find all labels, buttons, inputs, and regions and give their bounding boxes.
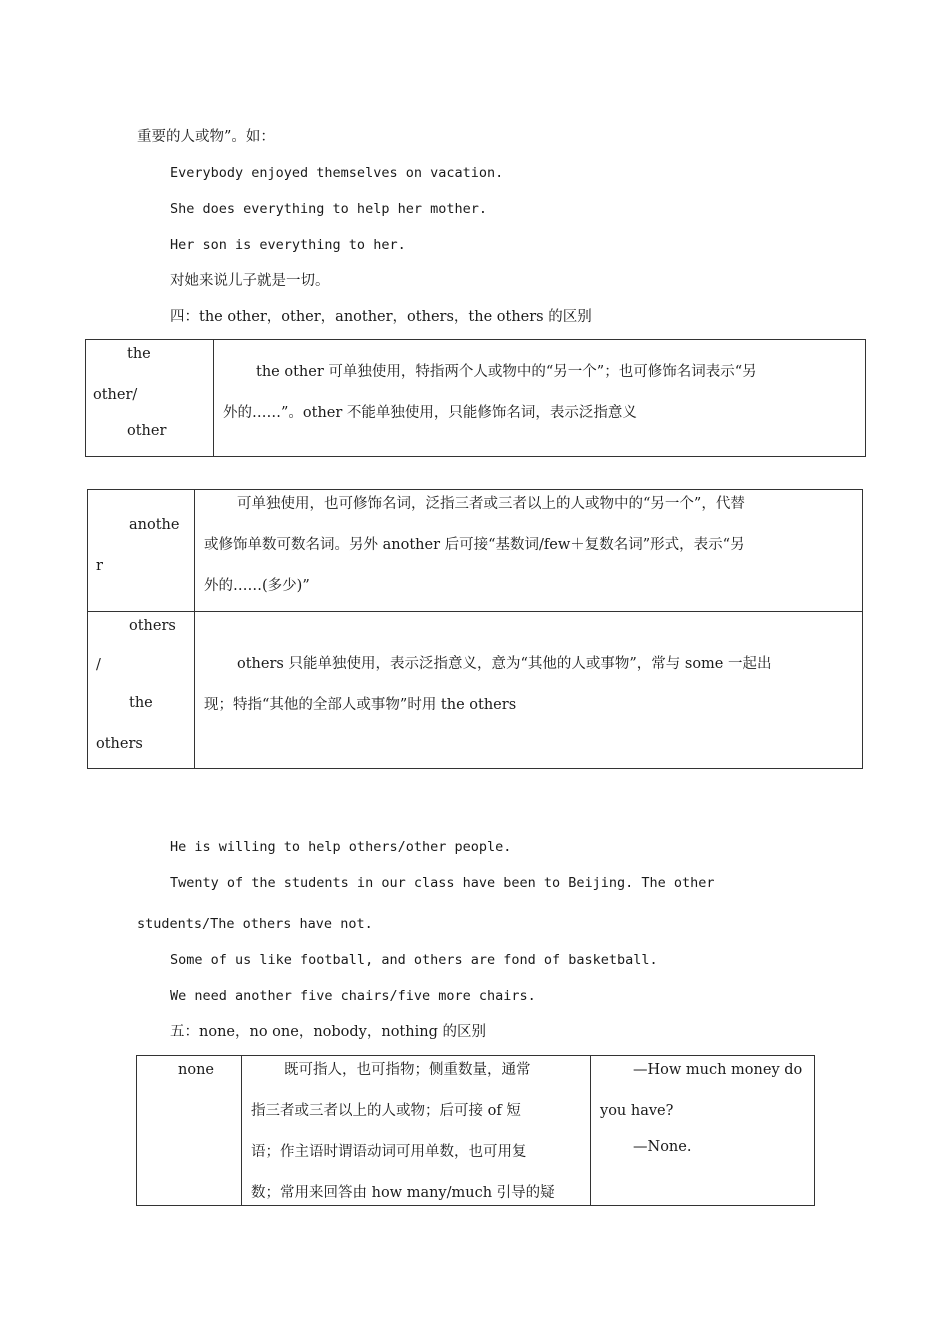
example-text: —How much money do (633, 1062, 803, 1078)
term-text: none (178, 1062, 214, 1078)
term-text: others (96, 736, 143, 752)
term-text: other/ (93, 387, 138, 403)
example-text: you have? (600, 1103, 674, 1119)
term-text: the (127, 346, 151, 362)
description-cell (195, 490, 863, 612)
description-text: 既可指人，也可指物；侧重数量，通常 (284, 1062, 531, 1078)
term-cell (88, 490, 195, 612)
example-cell (591, 1056, 815, 1206)
description-text: 指三者或三者以上的人或物；后可接 of 短 (251, 1103, 521, 1119)
term-cell (88, 612, 195, 769)
description-text: 外的……”。other 不能单独使用，只能修饰名词，表示泛指意义 (223, 405, 637, 421)
term-text: the (129, 695, 153, 711)
table-row (86, 340, 866, 457)
term-text: other (127, 423, 167, 439)
term-text: anothe (129, 517, 180, 533)
example-sentence: We need another five chairs/five more chairs. (170, 988, 536, 1004)
description-cell (242, 1056, 591, 1206)
table-none (136, 1055, 815, 1206)
description-text: 现；特指“其他的全部人或事物”时用 the others (204, 697, 517, 713)
term-text: r (96, 558, 103, 574)
term-cell (137, 1056, 242, 1206)
table-row (137, 1056, 815, 1206)
example-sentence: Everybody enjoyed themselves on vacation. (170, 165, 504, 181)
section-heading: 四：the other，other，another，others，the others 的区别 (170, 309, 592, 325)
example-sentence: She does everything to help her mother. (170, 201, 487, 217)
table-row (88, 490, 863, 612)
description-text: 可单独使用，也可修饰名词，泛指三者或三者以上的人或物中的“另一个”，代替 (237, 496, 745, 512)
example-sentence: Some of us like football, and others are fond of basketball. (170, 952, 658, 968)
description-cell (214, 340, 866, 457)
term-cell (86, 340, 214, 457)
description-text: 外的……(多少)” (204, 578, 310, 594)
example-sentence: Her son is everything to her. (170, 237, 406, 253)
example-text: —None. (633, 1139, 692, 1155)
example-sentence: students/The others have not. (137, 916, 373, 932)
translation-line: 对她来说儿子就是一切。 (170, 273, 330, 289)
description-text: 或修饰单数可数名词。另外 another 后可接“基数词/few＋复数名词”形式，表示“另 (204, 537, 745, 553)
description-text: 数；常用来回答由 how many/much 引导的疑 (251, 1185, 555, 1201)
description-cell (195, 612, 863, 769)
description-text: the other 可单独使用，特指两个人或物中的“另一个”；也可修饰名词表示“另 (256, 364, 757, 380)
text-line: 重要的人或物”。如： (137, 129, 275, 145)
table-the-other (85, 339, 866, 457)
description-text: 语；作主语时谓语动词可用单数，也可用复 (251, 1144, 527, 1160)
example-sentence: Twenty of the students in our class have been to Beijing. The other (170, 875, 715, 891)
section-heading: 五：none，no one，nobody，nothing 的区别 (170, 1024, 486, 1040)
example-sentence: He is willing to help others/other people. (170, 839, 512, 855)
description-text: others 只能单独使用，表示泛指意义，意为“其他的人或事物”，常与 some 一起出 (237, 656, 772, 672)
table-row (88, 612, 863, 769)
term-text: / (96, 657, 101, 673)
table-another-others (87, 489, 863, 769)
term-text: others (129, 618, 176, 634)
